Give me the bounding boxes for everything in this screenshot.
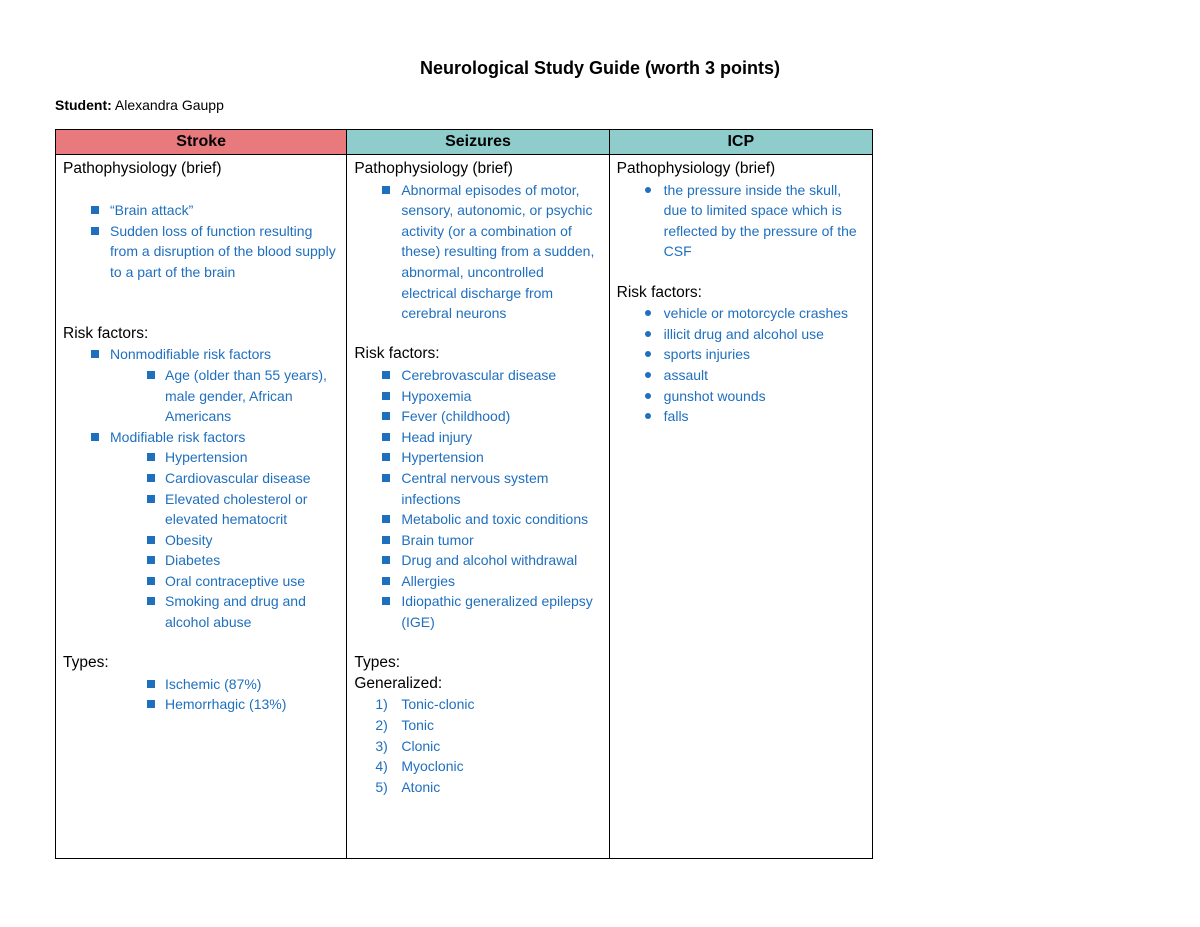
header-stroke: Stroke (56, 130, 347, 155)
list-item-text: Tonic-clonic (401, 696, 475, 713)
stroke-types-label: Types: (63, 654, 109, 672)
icp-risk-list (617, 303, 865, 427)
student-line (55, 97, 224, 113)
list-item: Modifiable risk factors (63, 427, 339, 448)
list-item: Elevated cholesterol or elevated hematocrit (63, 489, 339, 530)
list-item: illicit drug and alcohol use (617, 324, 865, 345)
icp-patho-label: Pathophysiology (brief) (616, 160, 776, 177)
stroke-patho-list (63, 200, 339, 282)
seizures-risk-list (354, 365, 601, 633)
list-item: Sudden loss of function resulting from a disruption of the blood supply to a part of the brain (63, 221, 339, 283)
list-item: Hypoxemia (354, 386, 601, 407)
list-item: vehicle or motorcycle crashes (617, 303, 865, 324)
list-item: Allergies (354, 571, 601, 592)
list-item: falls (617, 406, 865, 427)
icp-risk-label: Risk factors: (616, 283, 702, 301)
seizures-generalized-label: Generalized: (354, 674, 443, 692)
list-item: Hypertension (63, 447, 339, 468)
list-number: 2) (375, 717, 388, 734)
list-item: Fever (childhood) (354, 406, 601, 427)
list-item-text: Tonic (401, 717, 435, 734)
list-item: Age (older than 55 years), male gender, African Americans (63, 365, 339, 427)
list-item (354, 756, 601, 777)
list-item: Hemorrhagic (13%) (63, 694, 339, 715)
list-item: assault (617, 365, 865, 386)
icp-patho-list (617, 180, 865, 262)
stroke-types-list (63, 674, 339, 715)
list-number: 5) (375, 778, 388, 795)
list-item (354, 694, 601, 715)
list-item: Central nervous system infections (354, 468, 601, 509)
seizures-patho-label: Pathophysiology (brief) (354, 160, 513, 177)
list-item-text: Atonic (401, 778, 441, 795)
student-name: Alexandra Gaupp (114, 97, 224, 113)
list-item: Hypertension (354, 447, 601, 468)
stroke-cell (56, 155, 347, 859)
stroke-risk-label: Risk factors: (63, 324, 149, 342)
list-item: Metabolic and toxic conditions (354, 509, 601, 530)
icp-cell (609, 155, 872, 859)
list-item: Ischemic (87%) (63, 674, 339, 695)
list-item: Idiopathic generalized epilepsy (IGE) (354, 591, 601, 632)
list-item: Cerebrovascular disease (354, 365, 601, 386)
list-item: Obesity (63, 530, 339, 551)
list-number: 3) (375, 737, 388, 754)
list-item (354, 777, 601, 798)
header-icp: ICP (609, 130, 872, 155)
seizures-patho-list (354, 180, 601, 324)
list-item (354, 736, 601, 757)
list-item: Nonmodifiable risk factors (63, 344, 339, 365)
stroke-patho-label: Pathophysiology (brief) (63, 160, 222, 177)
list-item (354, 715, 601, 736)
list-item: Smoking and drug and alcohol abuse (63, 591, 339, 632)
list-item: Abnormal episodes of motor, sensory, autonomic, or psychic activity (or a combination of these) resulting from a sudden, abnormal, uncontrolled electrical discharge from cerebral neurons (354, 180, 601, 324)
list-item-text: Myoclonic (401, 758, 464, 775)
header-seizures: Seizures (347, 130, 609, 155)
seizures-types-label: Types: (354, 654, 401, 672)
list-item: Oral contraceptive use (63, 571, 339, 592)
list-item: Head injury (354, 427, 601, 448)
list-item: Cardiovascular disease (63, 468, 339, 489)
seizures-cell (347, 155, 609, 859)
list-item: “Brain attack” (63, 200, 339, 221)
document-title: Neurological Study Guide (worth 3 points) (419, 58, 780, 78)
list-item: Drug and alcohol withdrawal (354, 550, 601, 571)
list-item: Diabetes (63, 550, 339, 571)
study-guide-table (55, 129, 873, 859)
student-label: Student: (55, 97, 112, 113)
seizures-generalized-list (354, 694, 601, 797)
list-item: Brain tumor (354, 530, 601, 551)
list-number: 1) (375, 696, 388, 713)
list-number: 4) (375, 758, 388, 775)
list-item: sports injuries (617, 344, 865, 365)
list-item: the pressure inside the skull, due to limited space which is reflected by the pressure of the CSF (617, 180, 865, 262)
seizures-risk-label: Risk factors: (354, 345, 440, 363)
list-item: gunshot wounds (617, 386, 865, 407)
list-item-text: Clonic (401, 737, 441, 754)
stroke-risk-list (63, 344, 339, 632)
